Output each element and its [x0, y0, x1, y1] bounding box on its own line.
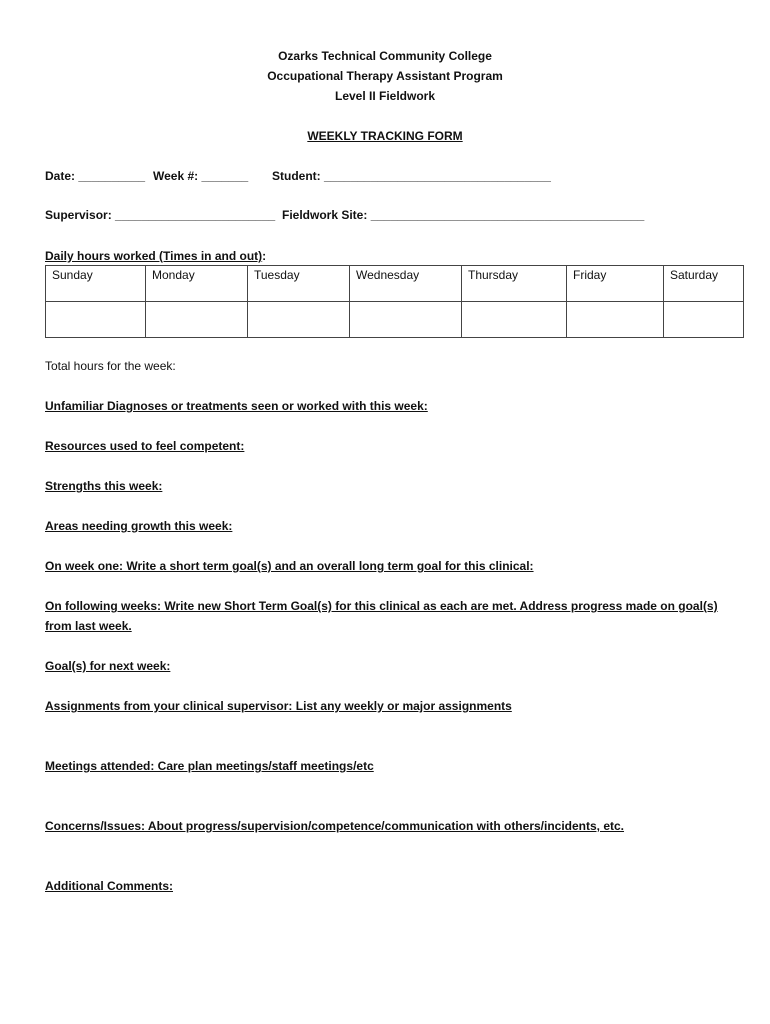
section-comments: Additional Comments: [45, 879, 173, 893]
student-blank[interactable]: __________________________________ [324, 169, 551, 183]
hours-cell-monday[interactable] [146, 302, 248, 338]
day-header-sunday: Sunday [46, 266, 146, 302]
hours-cell-thursday[interactable] [462, 302, 567, 338]
day-header-thursday: Thursday [462, 266, 567, 302]
week-label: Week #: [153, 169, 199, 183]
day-header-wednesday: Wednesday [350, 266, 462, 302]
hours-cell-tuesday[interactable] [248, 302, 350, 338]
daily-hours-label: Daily hours worked (Times in and out) [45, 249, 263, 263]
section-next-goals: Goal(s) for next week: [45, 659, 171, 673]
site-field[interactable] [282, 207, 644, 223]
site-label: Fieldwork Site: [282, 208, 368, 222]
supervisor-blank[interactable]: ________________________ [115, 208, 276, 222]
day-header-saturday: Saturday [664, 266, 744, 302]
site-blank[interactable]: _________________________________________ [370, 208, 645, 222]
table-header-row [46, 266, 744, 302]
section-assignments: Assignments from your clinical supervisor: List any weekly or major assignments [45, 699, 512, 713]
date-field[interactable] [45, 168, 145, 184]
section-week-one: On week one: Write a short term goal(s) and an overall long term goal for this clinical: [45, 559, 534, 573]
day-header-tuesday: Tuesday [248, 266, 350, 302]
section-resources: Resources used to feel competent: [45, 439, 245, 453]
hours-cell-sunday[interactable] [46, 302, 146, 338]
college-name: Ozarks Technical Community College [278, 49, 492, 63]
daily-hours-heading [45, 248, 266, 264]
date-blank[interactable]: __________ [78, 169, 146, 183]
hours-cell-wednesday[interactable] [350, 302, 462, 338]
program-name: Occupational Therapy Assistant Program [267, 69, 503, 83]
date-label: Date: [45, 169, 76, 183]
day-header-monday: Monday [146, 266, 248, 302]
week-blank[interactable]: _______ [201, 169, 249, 183]
supervisor-field[interactable] [45, 207, 275, 223]
form-title: WEEKLY TRACKING FORM [307, 129, 463, 143]
total-hours-label: Total hours for the week: [45, 359, 176, 373]
section-concerns: Concerns/Issues: About progress/supervision/competence/communication with others/incidents, etc. [45, 819, 625, 833]
supervisor-label: Supervisor: [45, 208, 112, 222]
fieldwork-level: Level II Fieldwork [334, 89, 436, 103]
section-diagnoses: Unfamiliar Diagnoses or treatments seen or worked with this week: [45, 399, 428, 413]
hours-cell-friday[interactable] [567, 302, 664, 338]
daily-hours-table [45, 265, 744, 338]
section-strengths: Strengths this week: [45, 479, 163, 493]
table-entry-row [46, 302, 744, 338]
hours-cell-saturday[interactable] [664, 302, 744, 338]
student-field[interactable] [272, 168, 551, 184]
section-following-weeks: On following weeks: Write new Short Term Goal(s) for this clinical as each are met. Address progress made on goal(s) from last week. [45, 599, 718, 633]
day-header-friday: Friday [567, 266, 664, 302]
section-growth: Areas needing growth this week: [45, 519, 233, 533]
section-meetings: Meetings attended: Care plan meetings/staff meetings/etc [45, 759, 374, 773]
daily-hours-colon: : [262, 249, 267, 263]
week-field[interactable] [153, 168, 248, 184]
student-label: Student: [272, 169, 321, 183]
